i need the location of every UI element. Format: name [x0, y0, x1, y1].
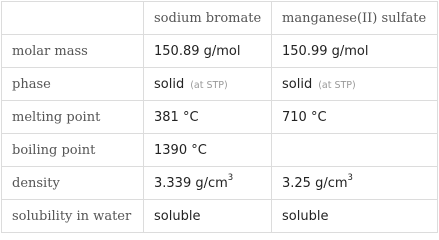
cell-value: [144, 167, 272, 200]
cell-text: 710 °C: [282, 109, 327, 125]
cell-value: [144, 101, 272, 134]
cell-text: soluble: [154, 208, 201, 224]
cell-text: 1390 °C: [154, 142, 207, 158]
row-label-solubility-in-water: solubility in water: [2, 200, 144, 233]
cell-value: [144, 68, 272, 101]
cell-note: (at STP): [190, 79, 228, 91]
cell-superscript: 3: [347, 173, 353, 184]
properties-table: [1, 1, 438, 233]
cell-value: [272, 68, 438, 101]
table-row: [2, 101, 438, 134]
cell-text: 3.339 g/cm: [154, 175, 228, 191]
row-label-boiling-point: boiling point: [2, 134, 144, 167]
cell-text: solid: [154, 76, 185, 92]
row-label-density: density: [2, 167, 144, 200]
cell-value: [144, 35, 272, 68]
row-label-molar-mass: molar mass: [2, 35, 144, 68]
cell-text: 3.25 g/cm: [282, 175, 348, 191]
cell-text: 150.89 g/mol: [154, 43, 241, 59]
table-row: [2, 134, 438, 167]
cell-note: (at STP): [318, 79, 356, 91]
table-row: [2, 167, 438, 200]
cell-value: [272, 101, 438, 134]
column-header-sodium-bromate: sodium bromate: [144, 2, 272, 35]
row-label-phase: phase: [2, 68, 144, 101]
cell-superscript: 3: [227, 173, 234, 184]
cell-text: solid: [282, 76, 313, 92]
header-corner-cell: [2, 2, 144, 35]
cell-value: [144, 134, 272, 167]
cell-value: [272, 167, 438, 200]
cell-text: soluble: [282, 208, 329, 224]
cell-text: 381 °C: [154, 109, 199, 125]
table-header-row: [2, 2, 438, 35]
table-row: [2, 68, 438, 101]
cell-value: [272, 35, 438, 68]
column-header-manganese-sulfate: manganese(II) sulfate: [272, 2, 438, 35]
table-row: [2, 200, 438, 233]
cell-value: [144, 200, 272, 233]
table-row: [2, 35, 438, 68]
cell-value-empty: [272, 134, 438, 167]
cell-text: 150.99 g/mol: [282, 43, 369, 59]
row-label-melting-point: melting point: [2, 101, 144, 134]
cell-value: [272, 200, 438, 233]
